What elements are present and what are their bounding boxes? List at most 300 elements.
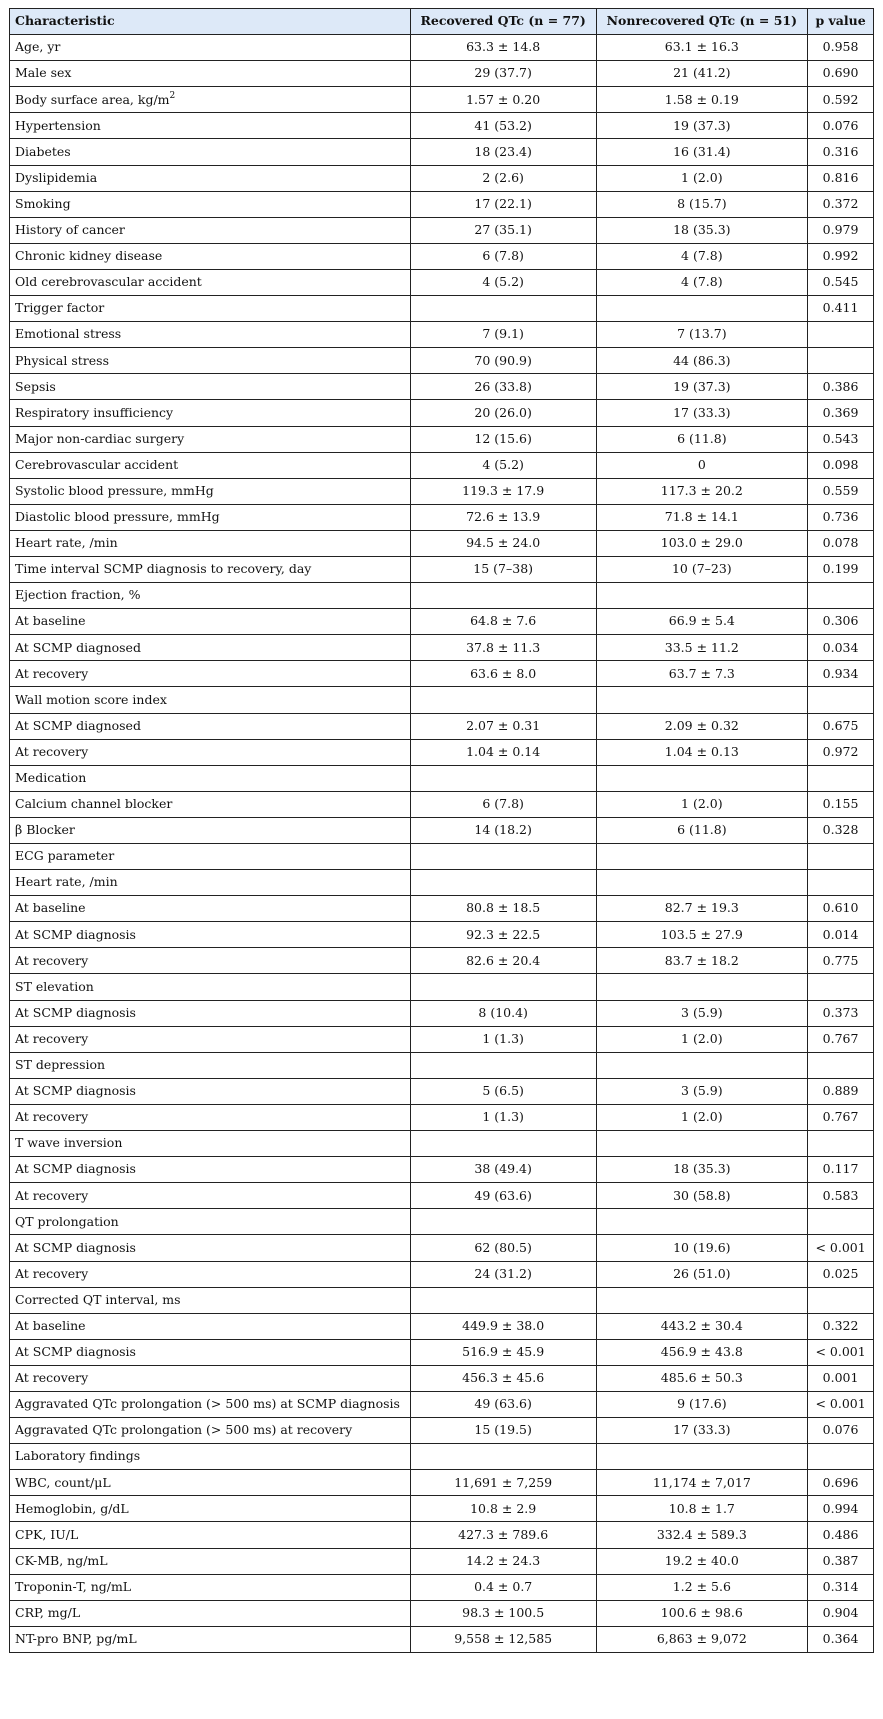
row-recovered: 14 (18.2) — [410, 817, 596, 843]
row-recovered: 64.8 ± 7.6 — [410, 609, 596, 635]
row-p-value: 0.076 — [808, 113, 874, 139]
table-row — [10, 322, 874, 348]
row-recovered — [410, 583, 596, 609]
table-row — [10, 635, 874, 661]
row-label: Corrected QT interval, ms — [10, 1287, 411, 1313]
row-nonrecovered: 71.8 ± 14.1 — [596, 504, 808, 530]
table-row — [10, 1287, 874, 1313]
row-nonrecovered: 18 (35.3) — [596, 1157, 808, 1183]
row-label: ECG parameter — [10, 844, 411, 870]
row-recovered: 14.2 ± 24.3 — [410, 1548, 596, 1574]
row-nonrecovered: 1 (2.0) — [596, 1026, 808, 1052]
row-label: ST elevation — [10, 974, 411, 1000]
row-recovered: 1.57 ± 0.20 — [410, 87, 596, 113]
row-label: Diabetes — [10, 139, 411, 165]
row-nonrecovered: 6,863 ± 9,072 — [596, 1626, 808, 1652]
row-nonrecovered: 19 (37.3) — [596, 113, 808, 139]
row-label: Old cerebrovascular accident — [10, 269, 411, 295]
row-label: Respiratory insufficiency — [10, 400, 411, 426]
table-row — [10, 713, 874, 739]
row-recovered: 80.8 ± 18.5 — [410, 896, 596, 922]
row-p-value: 0.775 — [808, 948, 874, 974]
row-label: Male sex — [10, 61, 411, 87]
row-recovered — [410, 870, 596, 896]
row-nonrecovered: 456.9 ± 43.8 — [596, 1339, 808, 1365]
table-row — [10, 661, 874, 687]
row-p-value: 0.972 — [808, 739, 874, 765]
row-recovered: 4 (5.2) — [410, 452, 596, 478]
row-p-value: 0.014 — [808, 922, 874, 948]
row-nonrecovered — [596, 1287, 808, 1313]
row-nonrecovered: 8 (15.7) — [596, 191, 808, 217]
row-nonrecovered: 1 (2.0) — [596, 791, 808, 817]
row-recovered: 427.3 ± 789.6 — [410, 1522, 596, 1548]
table-row — [10, 1183, 874, 1209]
row-p-value: 0.486 — [808, 1522, 874, 1548]
row-label: Age, yr — [10, 35, 411, 61]
row-label: Diastolic blood pressure, mmHg — [10, 504, 411, 530]
row-p-value: 0.559 — [808, 478, 874, 504]
row-label: CK-MB, ng/mL — [10, 1548, 411, 1574]
row-p-value: 0.545 — [808, 269, 874, 295]
row-p-value: 0.155 — [808, 791, 874, 817]
row-nonrecovered: 44 (86.3) — [596, 348, 808, 374]
row-label: At recovery — [10, 661, 411, 687]
row-recovered — [410, 844, 596, 870]
row-label: T wave inversion — [10, 1131, 411, 1157]
row-p-value: 0.690 — [808, 61, 874, 87]
row-label: Physical stress — [10, 348, 411, 374]
row-label — [10, 87, 411, 113]
row-recovered — [410, 1209, 596, 1235]
table-row — [10, 374, 874, 400]
row-p-value: 0.675 — [808, 713, 874, 739]
row-label: At recovery — [10, 1261, 411, 1287]
row-recovered: 119.3 ± 17.9 — [410, 478, 596, 504]
row-nonrecovered: 0 — [596, 452, 808, 478]
row-recovered: 2 (2.6) — [410, 165, 596, 191]
row-p-value: 0.934 — [808, 661, 874, 687]
row-recovered: 70 (90.9) — [410, 348, 596, 374]
row-nonrecovered: 18 (35.3) — [596, 217, 808, 243]
row-label: At SCMP diagnosis — [10, 1078, 411, 1104]
row-recovered: 62 (80.5) — [410, 1235, 596, 1261]
row-label: Troponin-T, ng/mL — [10, 1574, 411, 1600]
row-label: Laboratory findings — [10, 1444, 411, 1470]
row-nonrecovered: 332.4 ± 589.3 — [596, 1522, 808, 1548]
table-row — [10, 400, 874, 426]
row-nonrecovered: 100.6 ± 98.6 — [596, 1600, 808, 1626]
table-row — [10, 948, 874, 974]
table-row — [10, 583, 874, 609]
row-nonrecovered: 33.5 ± 11.2 — [596, 635, 808, 661]
row-p-value — [808, 1052, 874, 1078]
row-label: Time interval SCMP diagnosis to recovery, day — [10, 556, 411, 582]
row-nonrecovered: 103.5 ± 27.9 — [596, 922, 808, 948]
row-label: WBC, count/μL — [10, 1470, 411, 1496]
row-label: CRP, mg/L — [10, 1600, 411, 1626]
row-nonrecovered: 16 (31.4) — [596, 139, 808, 165]
row-recovered: 38 (49.4) — [410, 1157, 596, 1183]
table-row — [10, 1600, 874, 1626]
row-recovered: 449.9 ± 38.0 — [410, 1313, 596, 1339]
row-recovered: 6 (7.8) — [410, 243, 596, 269]
row-recovered: 63.3 ± 14.8 — [410, 35, 596, 61]
row-recovered: 63.6 ± 8.0 — [410, 661, 596, 687]
row-label: At SCMP diagnosis — [10, 1339, 411, 1365]
row-p-value: 0.078 — [808, 530, 874, 556]
row-recovered — [410, 1052, 596, 1078]
row-label: β Blocker — [10, 817, 411, 843]
table-row — [10, 1104, 874, 1130]
row-nonrecovered: 485.6 ± 50.3 — [596, 1365, 808, 1391]
table-row — [10, 1026, 874, 1052]
row-label: At recovery — [10, 1026, 411, 1052]
row-label: Smoking — [10, 191, 411, 217]
row-recovered: 15 (19.5) — [410, 1418, 596, 1444]
row-recovered: 49 (63.6) — [410, 1391, 596, 1417]
table-row — [10, 243, 874, 269]
row-nonrecovered — [596, 296, 808, 322]
table-row — [10, 1235, 874, 1261]
row-p-value — [808, 870, 874, 896]
table-row — [10, 896, 874, 922]
table-row — [10, 35, 874, 61]
header-p-value: p value — [808, 9, 874, 35]
row-nonrecovered — [596, 870, 808, 896]
row-label: QT prolongation — [10, 1209, 411, 1235]
row-recovered: 12 (15.6) — [410, 426, 596, 452]
row-label: Cerebrovascular accident — [10, 452, 411, 478]
row-p-value: 0.592 — [808, 87, 874, 113]
table-row — [10, 556, 874, 582]
row-label: Sepsis — [10, 374, 411, 400]
row-nonrecovered: 6 (11.8) — [596, 817, 808, 843]
row-label: Systolic blood pressure, mmHg — [10, 478, 411, 504]
row-label: Trigger factor — [10, 296, 411, 322]
table-row — [10, 1209, 874, 1235]
row-p-value — [808, 322, 874, 348]
row-label: At SCMP diagnosis — [10, 922, 411, 948]
table-row — [10, 87, 874, 113]
table-row — [10, 1157, 874, 1183]
table-row — [10, 1444, 874, 1470]
row-recovered: 26 (33.8) — [410, 374, 596, 400]
row-nonrecovered — [596, 1444, 808, 1470]
table-row — [10, 139, 874, 165]
table-row — [10, 1078, 874, 1104]
table-header — [10, 9, 874, 35]
row-label: At recovery — [10, 948, 411, 974]
header-row — [10, 9, 874, 35]
row-recovered: 82.6 ± 20.4 — [410, 948, 596, 974]
row-recovered — [410, 974, 596, 1000]
row-label-superscript: 2 — [169, 90, 176, 101]
row-nonrecovered: 83.7 ± 18.2 — [596, 948, 808, 974]
row-label: Heart rate, /min — [10, 870, 411, 896]
table-row — [10, 1470, 874, 1496]
row-recovered — [410, 296, 596, 322]
table-row — [10, 870, 874, 896]
row-label: Hemoglobin, g/dL — [10, 1496, 411, 1522]
row-nonrecovered: 4 (7.8) — [596, 243, 808, 269]
row-nonrecovered: 11,174 ± 7,017 — [596, 1470, 808, 1496]
row-p-value: 0.386 — [808, 374, 874, 400]
table-row — [10, 1365, 874, 1391]
row-recovered: 6 (7.8) — [410, 791, 596, 817]
row-recovered: 27 (35.1) — [410, 217, 596, 243]
row-nonrecovered: 30 (58.8) — [596, 1183, 808, 1209]
row-recovered: 20 (26.0) — [410, 400, 596, 426]
row-p-value: 0.767 — [808, 1026, 874, 1052]
row-nonrecovered: 1.58 ± 0.19 — [596, 87, 808, 113]
row-p-value: 0.583 — [808, 1183, 874, 1209]
row-nonrecovered: 2.09 ± 0.32 — [596, 713, 808, 739]
row-nonrecovered: 10 (7–23) — [596, 556, 808, 582]
row-label: At baseline — [10, 1313, 411, 1339]
table-row — [10, 1391, 874, 1417]
row-recovered: 456.3 ± 45.6 — [410, 1365, 596, 1391]
row-recovered: 0.4 ± 0.7 — [410, 1574, 596, 1600]
row-nonrecovered: 3 (5.9) — [596, 1078, 808, 1104]
row-nonrecovered: 21 (41.2) — [596, 61, 808, 87]
row-nonrecovered: 1.2 ± 5.6 — [596, 1574, 808, 1600]
row-label: At baseline — [10, 896, 411, 922]
row-label: At SCMP diagnosis — [10, 1157, 411, 1183]
row-recovered: 72.6 ± 13.9 — [410, 504, 596, 530]
table-row — [10, 687, 874, 713]
row-p-value: 0.736 — [808, 504, 874, 530]
row-nonrecovered: 3 (5.9) — [596, 1000, 808, 1026]
table-row — [10, 165, 874, 191]
table-row — [10, 504, 874, 530]
table-row — [10, 1313, 874, 1339]
row-label: At SCMP diagnosed — [10, 713, 411, 739]
row-p-value — [808, 765, 874, 791]
table-row — [10, 1548, 874, 1574]
header-nonrecovered: Nonrecovered QTc (n = 51) — [596, 9, 808, 35]
row-nonrecovered: 26 (51.0) — [596, 1261, 808, 1287]
table-row — [10, 922, 874, 948]
table-row — [10, 1522, 874, 1548]
row-p-value: 0.314 — [808, 1574, 874, 1600]
row-p-value — [808, 974, 874, 1000]
row-p-value: 0.958 — [808, 35, 874, 61]
table-row — [10, 452, 874, 478]
row-recovered — [410, 1131, 596, 1157]
row-p-value: 0.328 — [808, 817, 874, 843]
row-label: At recovery — [10, 739, 411, 765]
row-nonrecovered — [596, 844, 808, 870]
row-label: Aggravated QTc prolongation (> 500 ms) at SCMP diagnosis — [10, 1391, 411, 1417]
row-recovered — [410, 687, 596, 713]
row-recovered — [410, 1287, 596, 1313]
row-nonrecovered — [596, 1052, 808, 1078]
table-row — [10, 478, 874, 504]
row-nonrecovered: 6 (11.8) — [596, 426, 808, 452]
table-row — [10, 348, 874, 374]
row-p-value: 0.117 — [808, 1157, 874, 1183]
row-p-value: 0.364 — [808, 1626, 874, 1652]
row-recovered: 94.5 ± 24.0 — [410, 530, 596, 556]
row-p-value — [808, 1287, 874, 1313]
row-recovered: 11,691 ± 7,259 — [410, 1470, 596, 1496]
row-p-value: 0.373 — [808, 1000, 874, 1026]
row-recovered: 5 (6.5) — [410, 1078, 596, 1104]
row-label: At recovery — [10, 1183, 411, 1209]
row-recovered: 17 (22.1) — [410, 191, 596, 217]
row-label: CPK, IU/L — [10, 1522, 411, 1548]
row-p-value: < 0.001 — [808, 1391, 874, 1417]
row-label: ST depression — [10, 1052, 411, 1078]
row-nonrecovered: 7 (13.7) — [596, 322, 808, 348]
row-p-value — [808, 844, 874, 870]
row-p-value: 0.994 — [808, 1496, 874, 1522]
table-row — [10, 217, 874, 243]
row-nonrecovered: 443.2 ± 30.4 — [596, 1313, 808, 1339]
row-p-value: 0.904 — [808, 1600, 874, 1626]
row-label: Calcium channel blocker — [10, 791, 411, 817]
table-row — [10, 269, 874, 295]
row-p-value: 0.767 — [808, 1104, 874, 1130]
row-recovered: 1 (1.3) — [410, 1026, 596, 1052]
row-nonrecovered — [596, 583, 808, 609]
row-recovered: 516.9 ± 45.9 — [410, 1339, 596, 1365]
header-characteristic: Characteristic — [10, 9, 411, 35]
row-nonrecovered: 4 (7.8) — [596, 269, 808, 295]
row-p-value: < 0.001 — [808, 1339, 874, 1365]
header-recovered: Recovered QTc (n = 77) — [410, 9, 596, 35]
row-p-value: < 0.001 — [808, 1235, 874, 1261]
row-nonrecovered: 10.8 ± 1.7 — [596, 1496, 808, 1522]
row-recovered: 4 (5.2) — [410, 269, 596, 295]
row-p-value: 0.372 — [808, 191, 874, 217]
row-label: Hypertension — [10, 113, 411, 139]
table-row — [10, 1131, 874, 1157]
row-recovered: 18 (23.4) — [410, 139, 596, 165]
table-row — [10, 1626, 874, 1652]
table-row — [10, 1000, 874, 1026]
row-label: At SCMP diagnosis — [10, 1000, 411, 1026]
row-nonrecovered: 10 (19.6) — [596, 1235, 808, 1261]
row-nonrecovered: 1.04 ± 0.13 — [596, 739, 808, 765]
table-row — [10, 765, 874, 791]
row-nonrecovered: 103.0 ± 29.0 — [596, 530, 808, 556]
table-body — [10, 35, 874, 1653]
row-label: At recovery — [10, 1365, 411, 1391]
table-row — [10, 974, 874, 1000]
row-p-value: 0.034 — [808, 635, 874, 661]
row-label: Major non-cardiac surgery — [10, 426, 411, 452]
row-label: Wall motion score index — [10, 687, 411, 713]
row-label: At SCMP diagnosis — [10, 1235, 411, 1261]
table-row — [10, 1261, 874, 1287]
row-p-value: 0.025 — [808, 1261, 874, 1287]
row-nonrecovered: 17 (33.3) — [596, 400, 808, 426]
row-recovered: 1 (1.3) — [410, 1104, 596, 1130]
row-recovered: 10.8 ± 2.9 — [410, 1496, 596, 1522]
row-recovered: 15 (7–38) — [410, 556, 596, 582]
row-p-value: 0.199 — [808, 556, 874, 582]
row-nonrecovered: 17 (33.3) — [596, 1418, 808, 1444]
row-label: At SCMP diagnosed — [10, 635, 411, 661]
row-nonrecovered — [596, 765, 808, 791]
row-recovered: 98.3 ± 100.5 — [410, 1600, 596, 1626]
row-p-value: 0.411 — [808, 296, 874, 322]
row-nonrecovered: 1 (2.0) — [596, 165, 808, 191]
row-p-value: 0.306 — [808, 609, 874, 635]
table-row — [10, 739, 874, 765]
row-p-value: 0.001 — [808, 1365, 874, 1391]
row-nonrecovered — [596, 687, 808, 713]
table-row — [10, 61, 874, 87]
table-row — [10, 817, 874, 843]
row-label: At baseline — [10, 609, 411, 635]
row-recovered: 37.8 ± 11.3 — [410, 635, 596, 661]
row-p-value — [808, 583, 874, 609]
row-recovered: 41 (53.2) — [410, 113, 596, 139]
row-label: Ejection fraction, % — [10, 583, 411, 609]
table-row — [10, 844, 874, 870]
row-nonrecovered: 9 (17.6) — [596, 1391, 808, 1417]
table-row — [10, 1052, 874, 1078]
row-p-value — [808, 1444, 874, 1470]
row-recovered: 8 (10.4) — [410, 1000, 596, 1026]
row-recovered: 92.3 ± 22.5 — [410, 922, 596, 948]
row-p-value: 0.543 — [808, 426, 874, 452]
table-row — [10, 113, 874, 139]
row-p-value: 0.979 — [808, 217, 874, 243]
row-label: At recovery — [10, 1104, 411, 1130]
row-p-value: 0.316 — [808, 139, 874, 165]
row-recovered — [410, 1444, 596, 1470]
row-recovered: 9,558 ± 12,585 — [410, 1626, 596, 1652]
row-label: NT-pro BNP, pg/mL — [10, 1626, 411, 1652]
row-p-value: 0.387 — [808, 1548, 874, 1574]
row-p-value — [808, 348, 874, 374]
row-p-value: 0.322 — [808, 1313, 874, 1339]
row-recovered: 2.07 ± 0.31 — [410, 713, 596, 739]
row-nonrecovered — [596, 1209, 808, 1235]
row-recovered — [410, 765, 596, 791]
row-nonrecovered — [596, 974, 808, 1000]
row-nonrecovered: 1 (2.0) — [596, 1104, 808, 1130]
row-recovered: 24 (31.2) — [410, 1261, 596, 1287]
row-p-value: 0.816 — [808, 165, 874, 191]
row-nonrecovered: 19 (37.3) — [596, 374, 808, 400]
row-p-value: 0.889 — [808, 1078, 874, 1104]
row-p-value — [808, 1209, 874, 1235]
row-nonrecovered: 66.9 ± 5.4 — [596, 609, 808, 635]
row-nonrecovered: 63.7 ± 7.3 — [596, 661, 808, 687]
row-recovered: 49 (63.6) — [410, 1183, 596, 1209]
table-row — [10, 1574, 874, 1600]
table-row — [10, 791, 874, 817]
row-nonrecovered: 63.1 ± 16.3 — [596, 35, 808, 61]
table-row — [10, 609, 874, 635]
table-row — [10, 530, 874, 556]
row-label: Chronic kidney disease — [10, 243, 411, 269]
row-label: History of cancer — [10, 217, 411, 243]
table-row — [10, 191, 874, 217]
row-nonrecovered — [596, 1131, 808, 1157]
row-p-value: 0.098 — [808, 452, 874, 478]
row-p-value — [808, 687, 874, 713]
row-p-value: 0.076 — [808, 1418, 874, 1444]
table-row — [10, 1418, 874, 1444]
table-row — [10, 1496, 874, 1522]
row-recovered: 29 (37.7) — [410, 61, 596, 87]
